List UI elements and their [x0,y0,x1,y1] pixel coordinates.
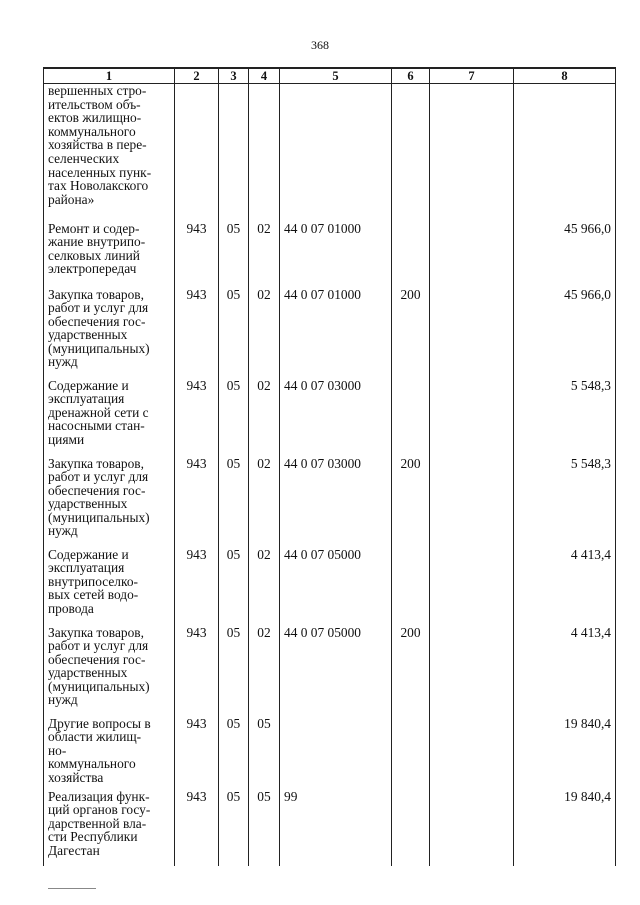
expense-type-cell [392,379,430,457]
column-header-8: 8 [514,68,616,84]
table-row [44,379,616,457]
subsection-cell: 02 [249,222,280,288]
item-name-line: провода [48,600,94,616]
item-name-line: обеспечения гос- [48,313,146,329]
item-name-cell [44,548,175,626]
item-name-line: ительством объ- [48,96,141,112]
section-cell: 05 [219,548,249,626]
table-row [44,790,616,866]
item-name-line: обеспечения гос- [48,482,146,498]
table-row [44,717,616,790]
amount-cell: 4 413,4 [514,548,616,626]
item-name-line: работ и услуг для [48,638,149,654]
item-name-line: селковых линий [48,247,140,263]
organization-code-cell: 943 [175,548,219,626]
item-name-line: коммунального [48,123,136,139]
column-7-cell [430,288,514,379]
section-cell: 05 [219,790,249,866]
item-name-line: нужд [48,692,78,708]
amount-cell [514,84,616,222]
expense-type-cell [392,548,430,626]
column-header-7: 7 [430,68,514,84]
item-name-line: внутрипоселко- [48,573,138,589]
item-name-line: Содержание и [48,546,129,562]
item-name-line: Ремонт и содер- [48,220,140,236]
item-name-line: нужд [48,523,78,539]
subsection-cell: 02 [249,457,280,548]
section-cell: 05 [219,288,249,379]
item-name-line: работ и услуг для [48,469,149,485]
item-name-line: ектов жилищно- [48,110,142,126]
item-name-cell [44,288,175,379]
item-name-line: (муниципальных) [48,509,150,525]
subsection-cell [249,84,280,222]
item-name-line: ударственных [48,327,128,343]
expense-type-cell: 200 [392,626,430,717]
column-7-cell [430,379,514,457]
header-row [44,68,616,84]
table-row [44,457,616,548]
item-name-line: но- [48,742,67,758]
table-row [44,84,616,222]
footer-rule [48,888,96,889]
amount-cell: 5 548,3 [514,457,616,548]
column-header-6: 6 [392,68,430,84]
subsection-cell: 02 [249,548,280,626]
item-name-cell [44,626,175,717]
item-name-line: Реализация функ- [48,788,150,804]
target-article-cell [280,717,392,790]
column-7-cell [430,626,514,717]
item-name-cell [44,790,175,866]
subsection-cell: 02 [249,379,280,457]
page-number: 368 [311,38,329,52]
column-7-cell [430,84,514,222]
organization-code-cell: 943 [175,222,219,288]
item-name-cell [44,379,175,457]
section-cell: 05 [219,222,249,288]
target-article-cell: 44 0 07 05000 [280,626,392,717]
item-name-line: Закупка товаров, [48,455,144,471]
expense-type-cell [392,790,430,866]
subsection-cell: 05 [249,717,280,790]
column-7-cell [430,717,514,790]
item-name-line: коммунального [48,756,136,772]
item-name-line: области жилищ- [48,729,142,745]
column-header-1: 1 [44,68,175,84]
section-cell [219,84,249,222]
item-name-line: района» [48,191,95,207]
organization-code-cell: 943 [175,457,219,548]
expense-type-cell [392,717,430,790]
item-name-line: работ и услуг для [48,300,149,316]
item-name-line: вых сетей водо- [48,587,139,603]
table-row [44,626,616,717]
item-name-cell [44,84,175,222]
amount-cell: 45 966,0 [514,288,616,379]
item-name-cell [44,457,175,548]
item-name-line: Содержание и [48,377,129,393]
target-article-cell [280,84,392,222]
item-name-line: электропередач [48,261,137,277]
column-7-cell [430,222,514,288]
amount-cell: 45 966,0 [514,222,616,288]
item-name-line: (муниципальных) [48,340,150,356]
item-name-line: населенных пунк- [48,164,152,180]
organization-code-cell [175,84,219,222]
amount-cell: 5 548,3 [514,379,616,457]
item-name-line: дренажной сети с [48,404,149,420]
item-name-line: тах Новолакского [48,178,149,194]
target-article-cell: 44 0 07 01000 [280,222,392,288]
column-7-cell [430,790,514,866]
item-name-line: насосными стан- [48,418,145,434]
table-body [44,84,616,866]
amount-cell: 19 840,4 [514,717,616,790]
item-name-line: ций органов госу- [48,802,151,818]
organization-code-cell: 943 [175,717,219,790]
table-row [44,288,616,379]
target-article-cell: 44 0 07 03000 [280,379,392,457]
column-header-3: 3 [219,68,249,84]
column-header-2: 2 [175,68,219,84]
amount-cell: 4 413,4 [514,626,616,717]
item-name-line: обеспечения гос- [48,651,146,667]
item-name-line: эксплуатация [48,560,125,576]
section-cell: 05 [219,717,249,790]
item-name-line: хозяйства в пере- [48,137,147,153]
subsection-cell: 02 [249,626,280,717]
organization-code-cell: 943 [175,379,219,457]
item-name-cell [44,222,175,288]
item-name-line: Другие вопросы в [48,715,151,731]
section-cell: 05 [219,457,249,548]
item-name-line: дарственной вла- [48,815,147,831]
target-article-cell: 44 0 07 03000 [280,457,392,548]
item-name-line: Дагестан [48,842,100,858]
amount-cell: 19 840,4 [514,790,616,866]
item-name-line: циями [48,431,85,447]
organization-code-cell: 943 [175,288,219,379]
table-row [44,222,616,288]
column-header-4: 4 [249,68,280,84]
expense-type-cell [392,222,430,288]
organization-code-cell: 943 [175,626,219,717]
budget-table [43,67,616,866]
organization-code-cell: 943 [175,790,219,866]
item-name-cell [44,717,175,790]
subsection-cell: 05 [249,790,280,866]
item-name-line: нужд [48,354,78,370]
column-7-cell [430,457,514,548]
expense-type-cell: 200 [392,288,430,379]
subsection-cell: 02 [249,288,280,379]
item-name-line: сти Республики [48,829,138,845]
item-name-line: ударственных [48,496,128,512]
expense-type-cell: 200 [392,457,430,548]
item-name-line: Закупка товаров, [48,286,144,302]
column-header-5: 5 [280,68,392,84]
item-name-line: эксплуатация [48,391,125,407]
section-cell: 05 [219,626,249,717]
item-name-line: хозяйства [48,769,104,785]
item-name-line: (муниципальных) [48,678,150,694]
target-article-cell: 44 0 07 01000 [280,288,392,379]
item-name-line: жание внутрипо- [48,234,146,250]
expense-type-cell [392,84,430,222]
column-7-cell [430,548,514,626]
item-name-line: ударственных [48,665,128,681]
item-name-line: селенческих [48,150,120,166]
table-row [44,548,616,626]
section-cell: 05 [219,379,249,457]
item-name-line: вершенных стро- [48,83,147,98]
target-article-cell: 44 0 07 05000 [280,548,392,626]
target-article-cell: 99 [280,790,392,866]
item-name-line: Закупка товаров, [48,624,144,640]
